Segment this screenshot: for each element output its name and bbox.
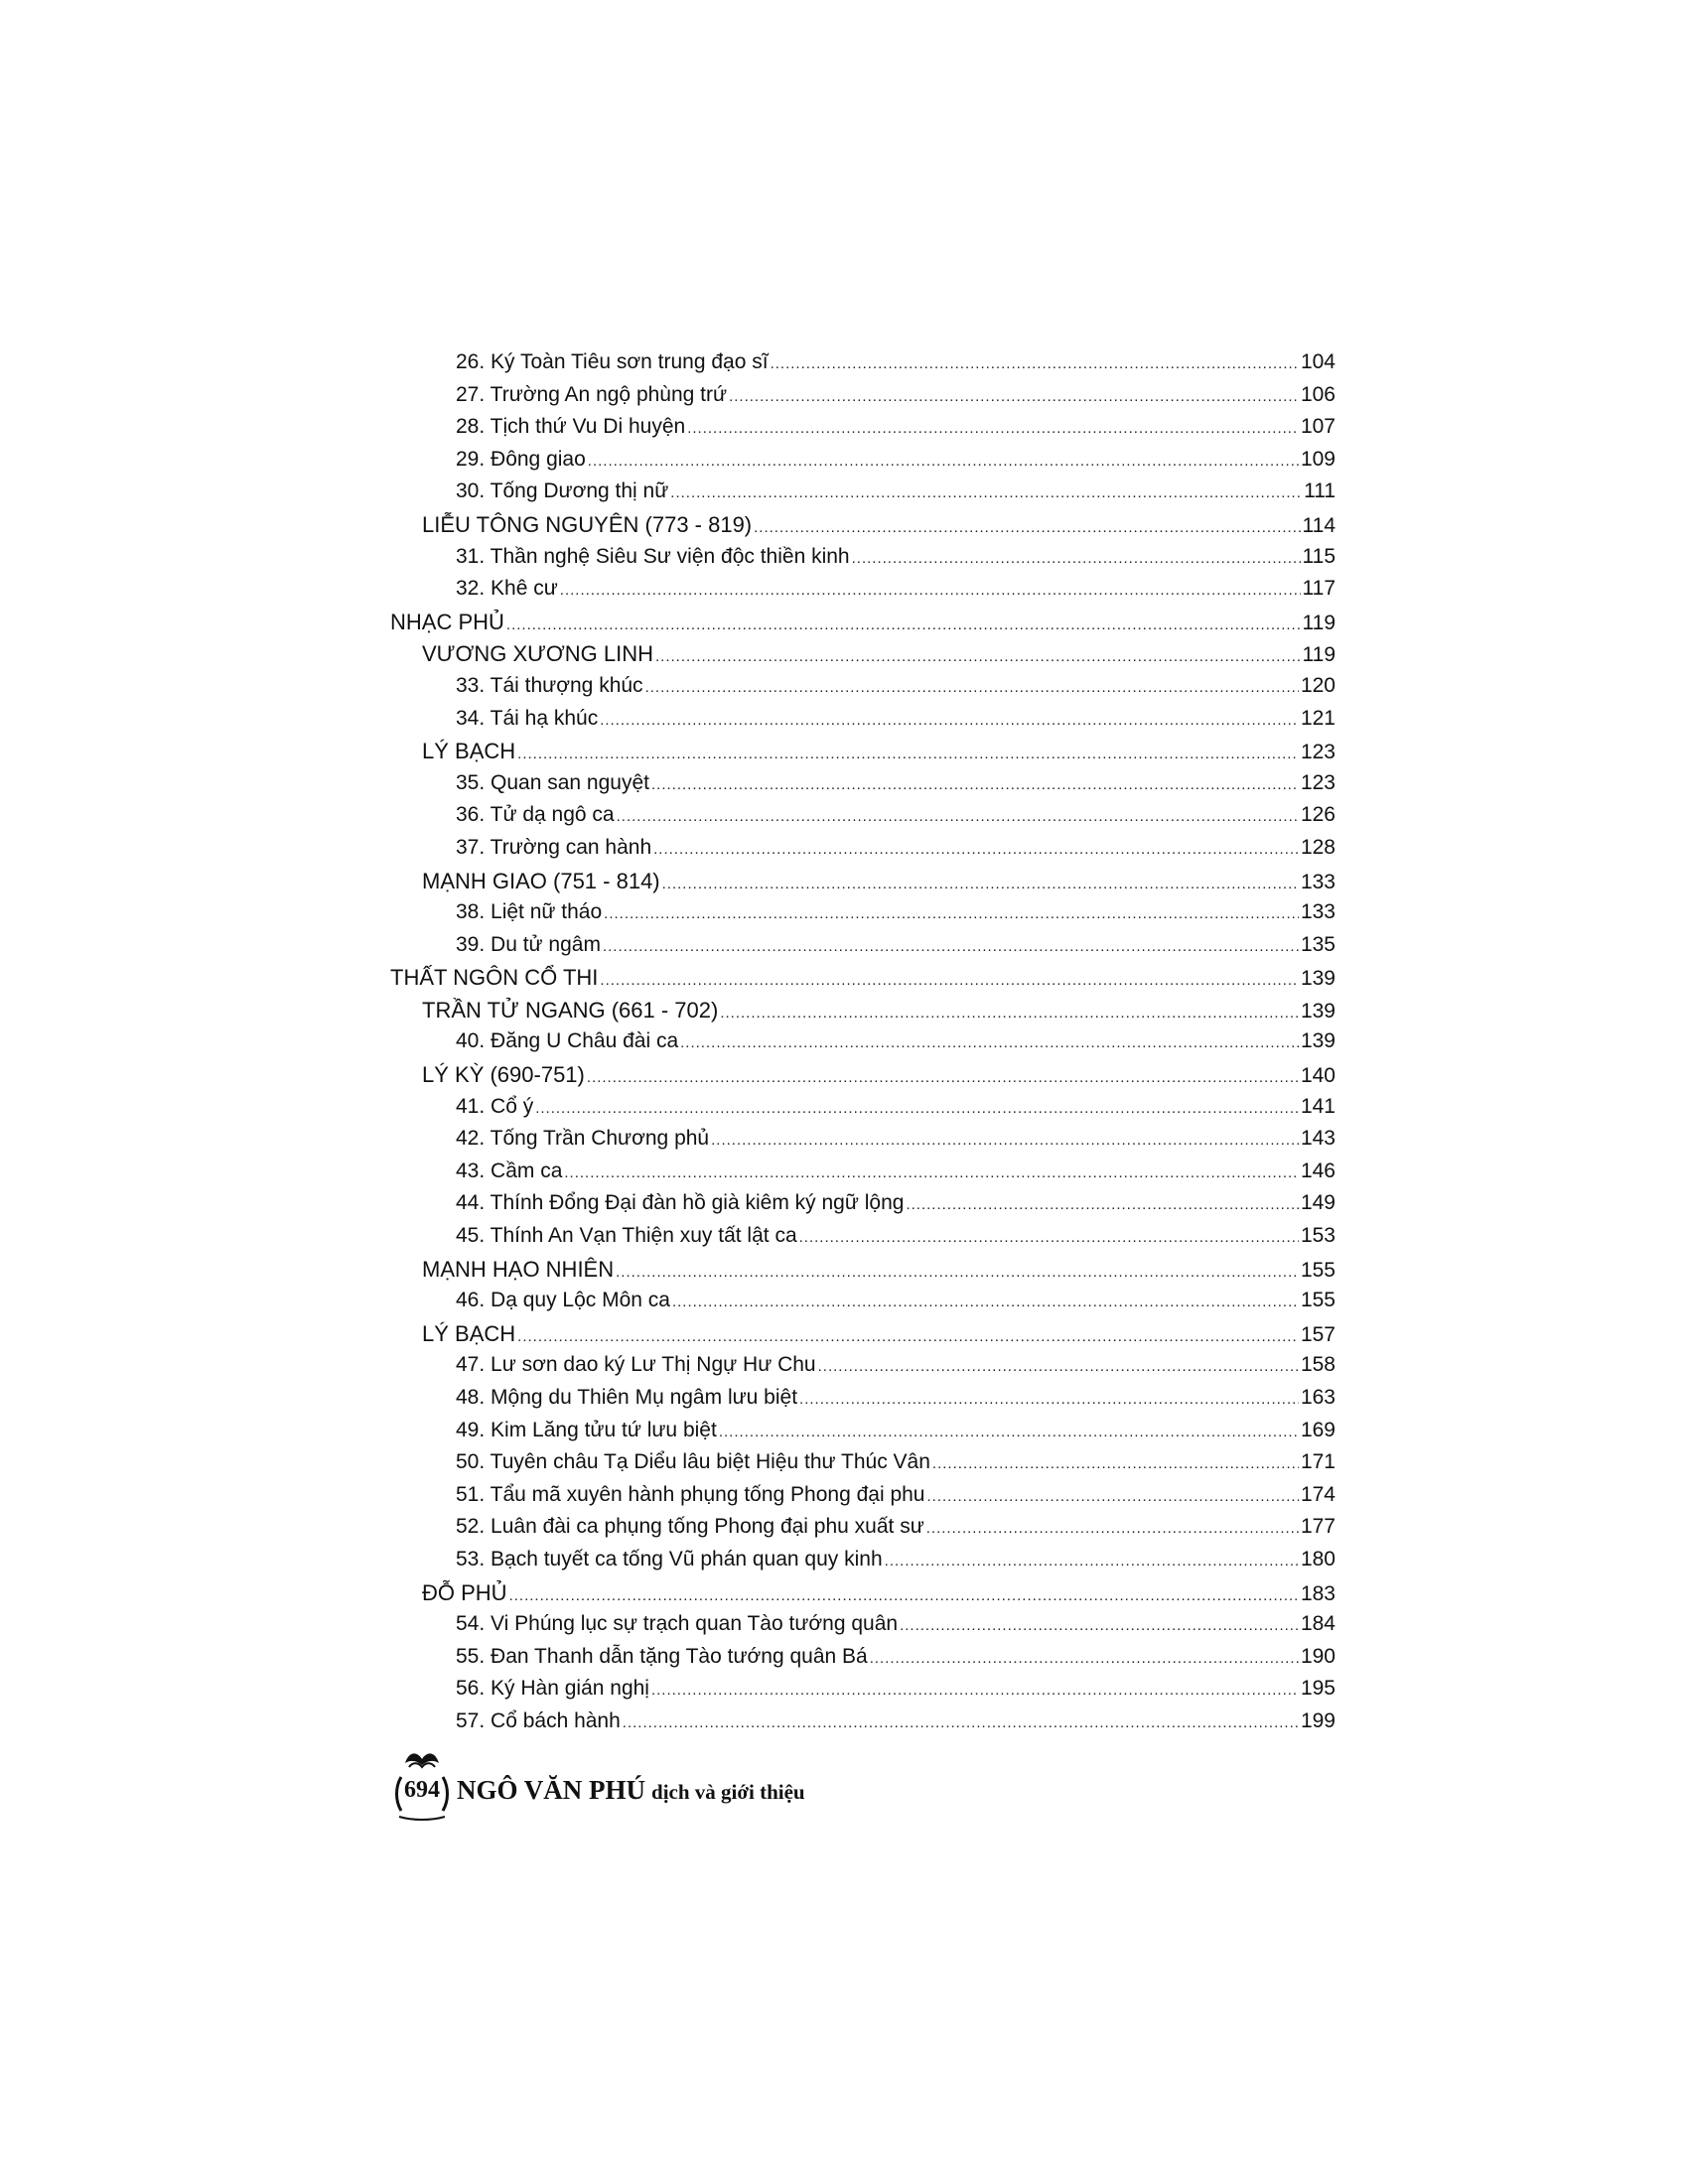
toc-entry bbox=[390, 545, 1336, 578]
toc-entry bbox=[390, 1677, 1336, 1709]
toc-entry-title: 40. Đăng U Châu đài ca bbox=[456, 1029, 679, 1053]
dot-leader bbox=[603, 938, 1299, 955]
toc-entry-title: 52. Luân đài ca phụng tống Phong đại phu xuất sư bbox=[456, 1515, 924, 1539]
toc-entry bbox=[390, 707, 1336, 740]
dot-leader bbox=[720, 1005, 1299, 1022]
toc-section-heading bbox=[390, 1257, 1336, 1290]
toc-entry bbox=[390, 1095, 1336, 1128]
toc-entry-title: 42. Tống Trần Chương phủ bbox=[456, 1127, 710, 1151]
toc-entry-page: 135 bbox=[1300, 932, 1336, 956]
toc-entry-title: 57. Cổ bách hành bbox=[456, 1708, 621, 1732]
toc-entry-title: 33. Tái thượng khúc bbox=[456, 673, 643, 697]
toc-entry-page: 195 bbox=[1300, 1677, 1336, 1701]
toc-entry-title: LÝ BẠCH bbox=[422, 1320, 516, 1346]
toc-entry-title: MẠNH HẠO NHIÊN bbox=[422, 1256, 615, 1282]
dot-leader bbox=[771, 355, 1299, 372]
toc-entry-page: 139 bbox=[1300, 1029, 1336, 1053]
toc-entry-page: 111 bbox=[1304, 479, 1336, 503]
toc-entry-page: 117 bbox=[1302, 577, 1336, 601]
toc-entry bbox=[390, 350, 1336, 383]
dot-leader bbox=[818, 1358, 1299, 1375]
toc-entry-title: 30. Tống Dương thị nữ bbox=[456, 479, 669, 503]
running-footer bbox=[457, 1775, 805, 1806]
toc-entry-title: 28. Tịch thứ Vu Di huyện bbox=[456, 415, 686, 439]
dot-leader bbox=[900, 1617, 1299, 1634]
toc-entry-page: 133 bbox=[1300, 900, 1336, 924]
toc-entry bbox=[390, 1353, 1336, 1386]
toc-entry bbox=[390, 1029, 1336, 1062]
toc-entry-title: 32. Khê cư bbox=[456, 577, 558, 601]
dot-leader bbox=[587, 1069, 1299, 1086]
toc-entry bbox=[390, 1450, 1336, 1483]
dot-leader bbox=[653, 841, 1299, 858]
toc-entry-title: MẠNH GIAO (751 - 814) bbox=[422, 868, 660, 893]
dot-leader bbox=[535, 1100, 1299, 1117]
dot-leader bbox=[623, 1714, 1299, 1731]
dot-leader bbox=[754, 519, 1300, 536]
toc-entry-page: 141 bbox=[1300, 1094, 1336, 1118]
dot-leader bbox=[588, 453, 1299, 470]
dot-leader bbox=[870, 1650, 1299, 1667]
toc-entry-title: 26. Ký Toàn Tiêu sơn trung đạo sĩ bbox=[456, 350, 769, 373]
dot-leader bbox=[651, 1682, 1299, 1699]
toc-entry-page: 143 bbox=[1300, 1127, 1336, 1151]
toc-entry-title: 51. Tẩu mã xuyên hành phụng tống Phong đại phu bbox=[456, 1482, 925, 1506]
dot-leader bbox=[885, 1553, 1299, 1570]
dot-leader bbox=[729, 388, 1299, 405]
toc-section-heading bbox=[390, 512, 1336, 545]
toc-entry bbox=[390, 1709, 1336, 1742]
toc-entry-page: 177 bbox=[1300, 1515, 1336, 1539]
dot-leader bbox=[852, 550, 1301, 567]
toc-entry-page: 180 bbox=[1300, 1547, 1336, 1570]
toc-entry bbox=[390, 1548, 1336, 1580]
toc-entry-page: 139 bbox=[1300, 999, 1336, 1023]
toc-entry-page: 119 bbox=[1302, 643, 1336, 667]
toc-entry-title: 55. Đan Thanh dẫn tặng Tào tướng quân Bá bbox=[456, 1644, 868, 1668]
toc-entry-title: 43. Cầm ca bbox=[456, 1159, 563, 1182]
toc-entry-page: 107 bbox=[1300, 415, 1336, 439]
toc-entry bbox=[390, 383, 1336, 416]
toc-entry-title: ĐỖ PHỦ bbox=[422, 1579, 507, 1605]
toc-entry-title: NHẠC PHỦ bbox=[390, 609, 504, 634]
dot-leader bbox=[651, 776, 1299, 793]
toc-entry-page: 104 bbox=[1300, 350, 1336, 373]
toc-entry-title: 56. Ký Hàn gián nghị bbox=[456, 1677, 649, 1701]
toc-entry-page: 123 bbox=[1300, 741, 1336, 764]
toc-entry bbox=[390, 1515, 1336, 1548]
toc-entry-page: 106 bbox=[1300, 382, 1336, 406]
dot-leader bbox=[617, 808, 1299, 825]
dot-leader bbox=[600, 972, 1299, 989]
toc-entry-page: 199 bbox=[1300, 1708, 1336, 1732]
table-of-contents bbox=[390, 350, 1336, 1742]
dot-leader bbox=[600, 712, 1299, 729]
toc-entry bbox=[390, 479, 1336, 512]
toc-entry-page: 157 bbox=[1300, 1322, 1336, 1346]
toc-entry-page: 184 bbox=[1300, 1612, 1336, 1636]
toc-entry-page: 120 bbox=[1300, 673, 1336, 697]
toc-entry-title: LIỄU TÔNG NGUYÊN (773 - 819) bbox=[422, 511, 753, 537]
dot-leader bbox=[719, 1424, 1299, 1440]
toc-entry-page: 126 bbox=[1300, 803, 1336, 827]
dot-leader bbox=[616, 1264, 1299, 1281]
toc-entry-title: 37. Trường can hành bbox=[456, 835, 652, 859]
toc-section-heading bbox=[390, 998, 1336, 1030]
toc-entry-title: 54. Vi Phúng lục sự trạch quan Tào tướng quân bbox=[456, 1612, 899, 1636]
toc-entry bbox=[390, 448, 1336, 480]
dot-leader bbox=[604, 905, 1299, 922]
toc-section-heading bbox=[390, 739, 1336, 771]
toc-section-heading bbox=[390, 1062, 1336, 1095]
toc-entry bbox=[390, 933, 1336, 966]
toc-entry-page: 119 bbox=[1302, 611, 1336, 634]
toc-entry bbox=[390, 1386, 1336, 1419]
dot-leader bbox=[517, 1328, 1299, 1345]
dot-leader bbox=[799, 1391, 1299, 1408]
dot-leader bbox=[560, 582, 1301, 599]
toc-entry-title: VƯƠNG XƯƠNG LINH bbox=[422, 641, 653, 667]
toc-entry-page: 121 bbox=[1300, 706, 1336, 730]
toc-section-heading bbox=[390, 869, 1336, 901]
dot-leader bbox=[662, 876, 1299, 892]
toc-entry bbox=[390, 415, 1336, 448]
toc-entry-title: 41. Cổ ý bbox=[456, 1094, 534, 1118]
dot-leader bbox=[506, 616, 1301, 633]
toc-entry-page: 155 bbox=[1300, 1289, 1336, 1312]
toc-entry-page: 133 bbox=[1300, 870, 1336, 893]
page-number: 694 bbox=[404, 1777, 440, 1803]
toc-entry-title: 39. Du tử ngâm bbox=[456, 932, 601, 956]
toc-section-heading bbox=[390, 1580, 1336, 1613]
toc-section-heading bbox=[390, 641, 1336, 674]
dot-leader bbox=[670, 484, 1302, 501]
toc-entry bbox=[390, 577, 1336, 610]
toc-entry-title: LÝ KỲ (690-751) bbox=[422, 1062, 585, 1088]
toc-entry bbox=[390, 900, 1336, 933]
toc-entry-title: 45. Thính An Vạn Thiện xuy tất lật ca bbox=[456, 1224, 797, 1248]
dot-leader bbox=[927, 1488, 1299, 1505]
dot-leader bbox=[564, 1164, 1299, 1181]
toc-entry bbox=[390, 674, 1336, 707]
toc-section-heading bbox=[390, 610, 1336, 642]
dot-leader bbox=[655, 648, 1301, 665]
toc-entry-title: 53. Bạch tuyết ca tống Vũ phán quan quy kinh bbox=[456, 1547, 883, 1570]
footer-author: NGÔ VĂN PHÚ bbox=[457, 1775, 646, 1805]
toc-entry-page: 123 bbox=[1300, 770, 1336, 794]
toc-entry-page: 155 bbox=[1300, 1258, 1336, 1282]
dot-leader bbox=[799, 1229, 1299, 1246]
toc-entry-page: 183 bbox=[1300, 1581, 1336, 1605]
toc-entry bbox=[390, 803, 1336, 836]
dot-leader bbox=[906, 1196, 1299, 1213]
toc-entry-title: 49. Kim Lăng tửu tứ lưu biệt bbox=[456, 1418, 717, 1441]
toc-entry-page: 169 bbox=[1300, 1418, 1336, 1441]
toc-entry-page: 109 bbox=[1300, 447, 1336, 471]
dot-leader bbox=[645, 679, 1299, 696]
toc-entry-title: 38. Liệt nữ tháo bbox=[456, 900, 603, 924]
dot-leader bbox=[509, 1587, 1299, 1604]
toc-entry-page: 190 bbox=[1300, 1644, 1336, 1668]
toc-section-heading bbox=[390, 1321, 1336, 1354]
toc-entry bbox=[390, 1191, 1336, 1224]
toc-entry-title: 35. Quan san nguyệt bbox=[456, 770, 649, 794]
toc-entry bbox=[390, 1160, 1336, 1192]
toc-entry-title: TRẦN TỬ NGANG (661 - 702) bbox=[422, 997, 719, 1023]
toc-entry-title: 46. Dạ quy Lộc Môn ca bbox=[456, 1289, 670, 1312]
toc-entry-page: 153 bbox=[1300, 1224, 1336, 1248]
toc-entry-title: 50. Tuyên châu Tạ Diểu lâu biệt Hiệu thư Thúc Vân bbox=[456, 1450, 930, 1474]
footer-subtitle: dịch và giới thiệu bbox=[651, 1780, 805, 1804]
toc-entry-title: 29. Đông giao bbox=[456, 447, 586, 471]
toc-entry-title: 48. Mộng du Thiên Mụ ngâm lưu biệt bbox=[456, 1386, 798, 1409]
toc-entry-title: 36. Tử dạ ngô ca bbox=[456, 803, 615, 827]
dot-leader bbox=[711, 1132, 1299, 1149]
dot-leader bbox=[687, 420, 1299, 437]
toc-entry-title: 27. Trường An ngộ phùng trứ bbox=[456, 382, 728, 406]
toc-entry-title: 34. Tái hạ khúc bbox=[456, 706, 599, 730]
toc-section-heading bbox=[390, 965, 1336, 998]
toc-entry-page: 158 bbox=[1300, 1353, 1336, 1377]
toc-entry bbox=[390, 1645, 1336, 1678]
toc-entry-title: 47. Lư sơn dao ký Lư Thị Ngự Hư Chu bbox=[456, 1353, 816, 1377]
toc-entry bbox=[390, 836, 1336, 869]
toc-entry bbox=[390, 1224, 1336, 1257]
dot-leader bbox=[680, 1034, 1299, 1051]
dot-leader bbox=[672, 1294, 1299, 1310]
toc-entry bbox=[390, 771, 1336, 804]
toc-entry-page: 149 bbox=[1300, 1191, 1336, 1215]
toc-entry-page: 174 bbox=[1300, 1482, 1336, 1506]
toc-entry-page: 128 bbox=[1300, 835, 1336, 859]
dot-leader bbox=[517, 746, 1299, 762]
toc-entry-page: 139 bbox=[1300, 967, 1336, 991]
toc-entry bbox=[390, 1127, 1336, 1160]
toc-entry-page: 114 bbox=[1302, 513, 1336, 537]
toc-entry-page: 171 bbox=[1300, 1450, 1336, 1474]
page-footer bbox=[387, 1747, 1082, 1827]
toc-entry-title: LÝ BẠCH bbox=[422, 739, 516, 764]
toc-entry bbox=[390, 1612, 1336, 1645]
toc-entry bbox=[390, 1419, 1336, 1451]
toc-entry-page: 115 bbox=[1302, 544, 1336, 568]
toc-entry-title: 31. Thần nghệ Siêu Sư viện độc thiền kinh bbox=[456, 544, 850, 568]
toc-entry bbox=[390, 1483, 1336, 1516]
toc-entry-title: 44. Thính Đổng Đại đàn hồ già kiêm ký ngữ lộng bbox=[456, 1191, 905, 1215]
toc-entry-page: 163 bbox=[1300, 1386, 1336, 1409]
toc-entry-page: 140 bbox=[1300, 1064, 1336, 1088]
dot-leader bbox=[926, 1520, 1299, 1537]
dot-leader bbox=[932, 1455, 1299, 1472]
toc-entry-page: 146 bbox=[1300, 1159, 1336, 1182]
toc-entry bbox=[390, 1289, 1336, 1321]
toc-entry-title: THẤT NGÔN CỔ THI bbox=[390, 965, 599, 991]
